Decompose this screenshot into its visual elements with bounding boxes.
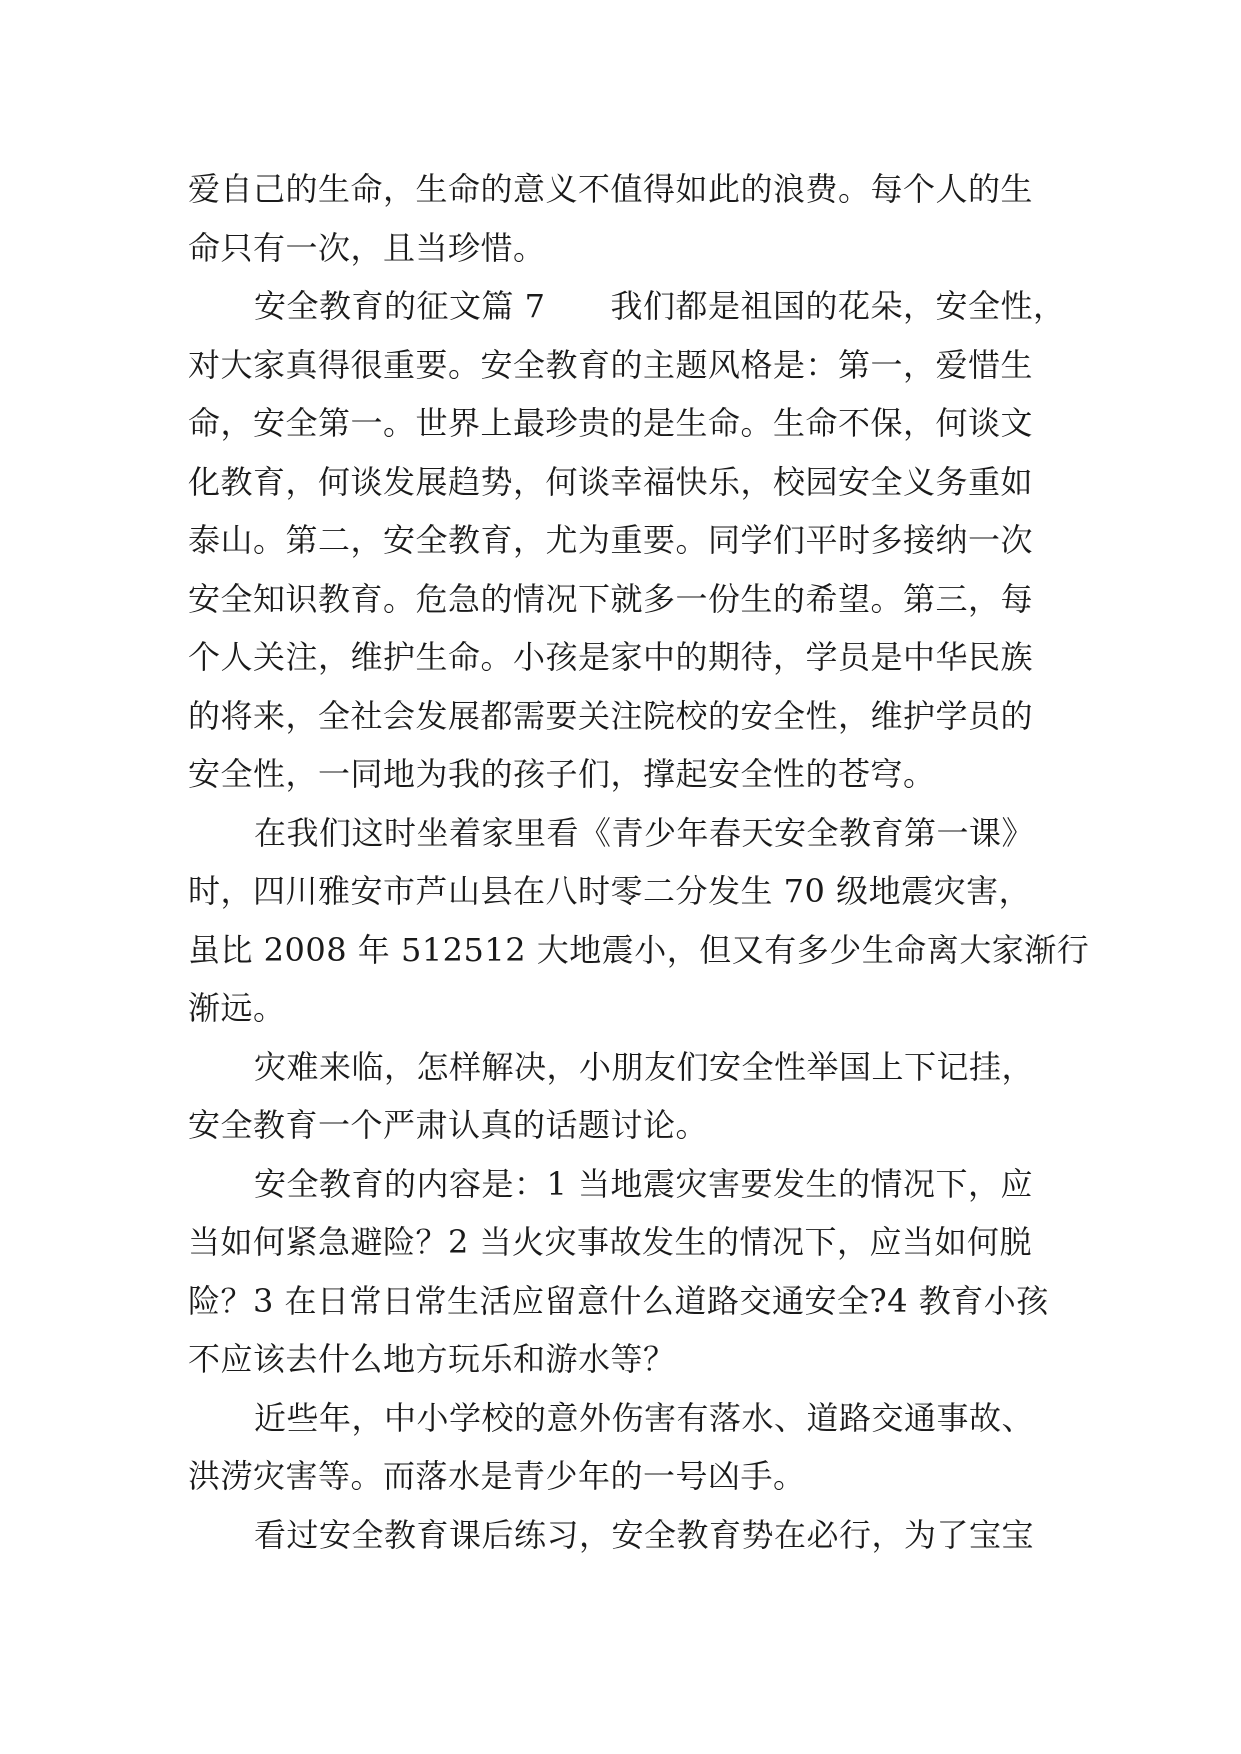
text-line: 时，四川雅安市芦山县在八时零二分发生 70 级地震灾害， (188, 872, 1032, 910)
text-line: 近些年，中小学校的意外伤害有落水、道路交通事故、 (254, 1398, 1035, 1437)
text-line: 险？3 在日常日常生活应留意什么道路交通安全?4 教育小孩 (188, 1281, 1049, 1320)
text-line: 虽比 2008 年 512512 大地震小，但又有多少生命离大家渐行 (188, 930, 1090, 969)
text-line: 洪涝灾害等。而落水是青少年的一号凶手。 (188, 1457, 806, 1495)
text-line: 不应该去什么地方玩乐和游水等？ (188, 1340, 676, 1378)
text-line: 安全性，一同地为我的孩子们，撑起安全性的苍穹。 (188, 755, 936, 793)
text-line: 化教育，何谈发展趋势，何谈幸福快乐，校园安全义务重如 (188, 462, 1034, 501)
text-line: 在我们这时坐着家里看《青少年春天安全教育第一课》 (254, 813, 1035, 852)
text-line: 安全教育的内容是：1 当地震灾害要发生的情况下，应 (254, 1164, 1034, 1203)
text-line: 泰山。第二，安全教育，尤为重要。同学们平时多接纳一次 (188, 521, 1034, 559)
text-line: 个人关注，维护生命。小孩是家中的期待，学员是中华民族 (188, 638, 1034, 676)
text-line: 安全教育的征文篇 7 我们都是祖国的花朵，安全性， (254, 287, 1066, 325)
text-line: 看过安全教育课后练习，安全教育势在必行，为了宝宝 (254, 1515, 1035, 1554)
text-line: 命只有一次，且当珍惜。 (188, 228, 546, 267)
text-line: 渐远。 (188, 989, 286, 1027)
text-line: 对大家真得很重要。安全教育的主题风格是：第一，爱惜生 (188, 345, 1034, 384)
text-line: 安全知识教育。危急的情况下就多一份生的希望。第三，每 (188, 579, 1034, 618)
text-line: 命，安全第一。世界上最珍贵的是生命。生命不保，何谈文 (188, 404, 1034, 442)
body-text (188, 160, 1090, 1564)
text-line: 爱自己的生命，生命的意义不值得如此的浪费。每个人的生 (188, 170, 1034, 208)
text-line: 安全教育一个严肃认真的话题讨论。 (188, 1106, 709, 1144)
text-line: 的将来，全社会发展都需要关注院校的安全性，维护学员的 (188, 696, 1034, 735)
text-line: 当如何紧急避险？2 当火灾事故发生的情况下，应当如何脱 (188, 1223, 1033, 1261)
text-line: 灾难来临，怎样解决，小朋友们安全性举国上下记挂， (254, 1047, 1035, 1086)
